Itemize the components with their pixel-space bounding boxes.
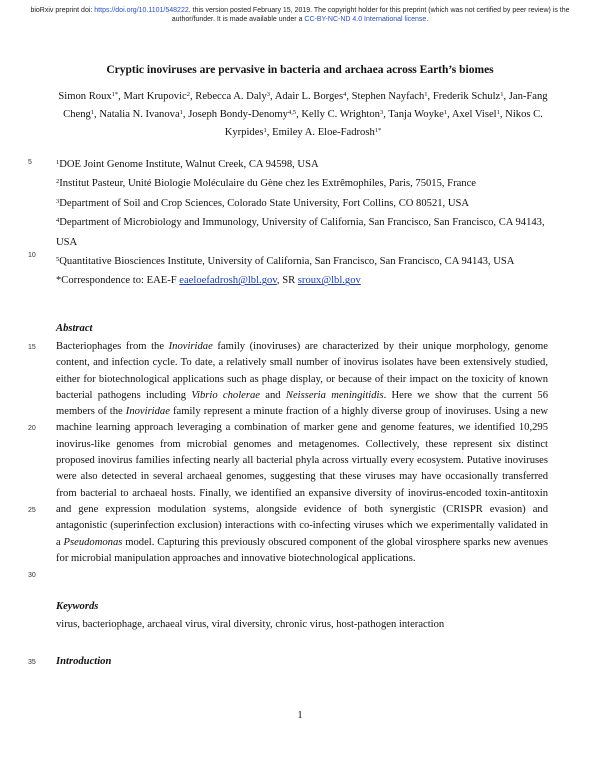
author-name: Axel Visel <box>451 109 497 120</box>
affiliation: $^5$Quantitative Biosciences Institute, University of California, San Francisco, San Francisco, CA 94143, USA <box>56 256 515 268</box>
line-number: 5 <box>28 159 32 166</box>
author-affiliation-mark: 4,5 <box>287 109 297 116</box>
header-prefix: bioRxiv preprint doi: <box>30 7 95 14</box>
header-text: . this version posted February 15, 2019. The copyright holder for this preprint (which was not certified by peer review) is the author/funder. It is made available under a <box>171 7 570 23</box>
license-link[interactable]: CC-BY-NC-ND 4.0 International license <box>304 16 427 23</box>
line-number: 25 <box>28 507 36 514</box>
keywords: virus, bacteriophage, archaeal virus, viral diversity, chronic virus, host-pathogen interaction <box>56 619 445 630</box>
author-affiliation-mark: 1 <box>496 109 500 116</box>
abstract-heading: Abstract <box>56 323 93 334</box>
author-name: Tanja Woyke <box>388 109 444 120</box>
affiliations <box>56 155 550 291</box>
author-name: Jan-Fang Cheng <box>63 91 548 120</box>
affiliation: $^2$Institut Pasteur, Unité Biologie Moléculaire du Gène chez les Extrêmophiles, Paris, 75015, France <box>56 178 477 190</box>
author-affiliation-mark: 1 <box>179 109 183 116</box>
doi-link[interactable]: https://doi.org/10.1101/548222 <box>94 7 189 14</box>
author-affiliation-mark: 1 <box>500 91 504 98</box>
affiliation: $^1$DOE Joint Genome Institute, Walnut Creek, CA 94598, USA <box>56 159 319 170</box>
author-affiliation-mark: 1* <box>374 127 382 134</box>
author-affiliation-mark: 4 <box>343 91 347 98</box>
email-link[interactable]: eaeloefadrosh@lbl.gov <box>179 275 277 287</box>
affiliation: $^4$Department of Microbiology and Immunology, University of California, San Francisco, San Francisco, CA 94143, USA <box>56 217 545 248</box>
keywords-heading: Keywords <box>56 601 99 612</box>
line-number: 15 <box>28 344 36 351</box>
author-list: Simon Roux$^{1*}$, Mart Krupovic$^2$, Rebecca A. Daly$^3$, Adair L. Borges$^4$, Stephen Nayfach$^1$, Frederik Schulz$^1$, Jan-Fang Cheng$^1$, Natalia N. Ivanova$^1$, Joseph Bondy-Denomy$^{4,5}$, Kelly C. Wrighton$^3$, Tanja Woyke$^1$, Axel Visel$^1$, Nikos C. Kyrpides$^1$, Emiley A. Eloe-Fadrosh$^{1*}$ <box>58 91 548 138</box>
author-affiliation-mark: 1* <box>111 91 119 98</box>
introduction-heading: Introduction <box>56 656 112 667</box>
correspondence: *Correspondence to: EAE-F eaeloefadrosh@lbl.gov, SR sroux@lbl.gov <box>56 275 361 287</box>
author-affiliation-mark: 1 <box>90 109 95 116</box>
author-affiliation-mark: 1 <box>263 127 267 134</box>
line-number: 30 <box>28 572 36 579</box>
author-name: Emiley A. Eloe-Fadrosh <box>272 127 375 138</box>
affiliation: $^3$Department of Soil and Crop Sciences, Colorado State University, Fort Collins, CO 80521, USA <box>56 197 470 209</box>
author-name: Rebecca A. Daly <box>195 91 267 102</box>
author-name: Frederik Schulz <box>432 91 501 102</box>
author-name: Mart Krupovic <box>123 91 187 102</box>
line-number: 20 <box>28 425 36 432</box>
author-affiliation-mark: 1 <box>424 91 428 98</box>
author-name: Simon Roux <box>58 91 112 102</box>
author-name: Stephen Nayfach <box>351 91 425 102</box>
line-number: 35 <box>28 659 36 666</box>
preprint-header: bioRxiv preprint doi: https://doi.org/10.1101/548222. this version posted February 15, 2019. The copyright holder for this preprint (which was not certified by peer review) is the author/funder. It is made available under a CC-BY-NC-ND 4.0 International license. <box>30 7 570 23</box>
author-affiliation-mark: 2 <box>186 91 190 98</box>
author-affiliation-mark: 3 <box>266 91 271 98</box>
author-name: Nikos C. Kyrpides <box>224 109 543 138</box>
author-name: Adair L. Borges <box>274 91 344 102</box>
abstract-body: Bacteriophages from the Inoviridae family (inoviruses) are characterized by their unique morphology, genome content, and infection cycle. To date, a relatively small number of inovirus isolates have been extensively studied, either for biotechnological applications such as phage display, or because of their impact on the toxicity of known bacterial pathogens including Vibrio cholerae and Neisseria meningitidis. Here we show that the current 56 members of the Inoviridae family represent a minute fraction of a highly diverse group of inoviruses. Using a new machine learning approach leveraging a combination of marker gene and genome features, we identified 10,295 inovirus-like genomes from microbial genomes and metagenomes. Collectively, these represent six distinct proposed inovirus families infecting nearly all bacterial phyla across virtually every ecosystem. Putative inoviruses were also detected in several archaeal genomes, suggesting that these viruses may have occasionally transferred from bacterial to archaeal hosts. Finally, we identified an expansive diversity of inovirus-encoded toxin-antitoxin and gene expression modulation systems, alongside evidence of both synergistic (CRISPR evasion) and antagonistic (superinfection exclusion) interactions with co-infecting viruses which we experimentally validated in a Pseudomonas model. Capturing this previously obscured component of the global virosphere sparks new avenues for microbial manipulation approaches and innovative biotechnological applications. <box>56 341 549 564</box>
page-number: 1 <box>297 710 303 721</box>
author-affiliation-mark: 3 <box>379 109 384 116</box>
line-number: 10 <box>28 252 36 259</box>
author-name: Joseph Bondy-Denomy <box>188 109 288 120</box>
author-name: Natalia N. Ivanova <box>99 109 180 120</box>
email-link[interactable]: sroux@lbl.gov <box>297 275 361 287</box>
paper-title: Cryptic inoviruses are pervasive in bacteria and archaea across Earth’s biomes <box>106 64 494 76</box>
author-affiliation-mark: 1 <box>443 109 448 116</box>
author-name: Kelly C. Wrighton <box>301 109 380 120</box>
